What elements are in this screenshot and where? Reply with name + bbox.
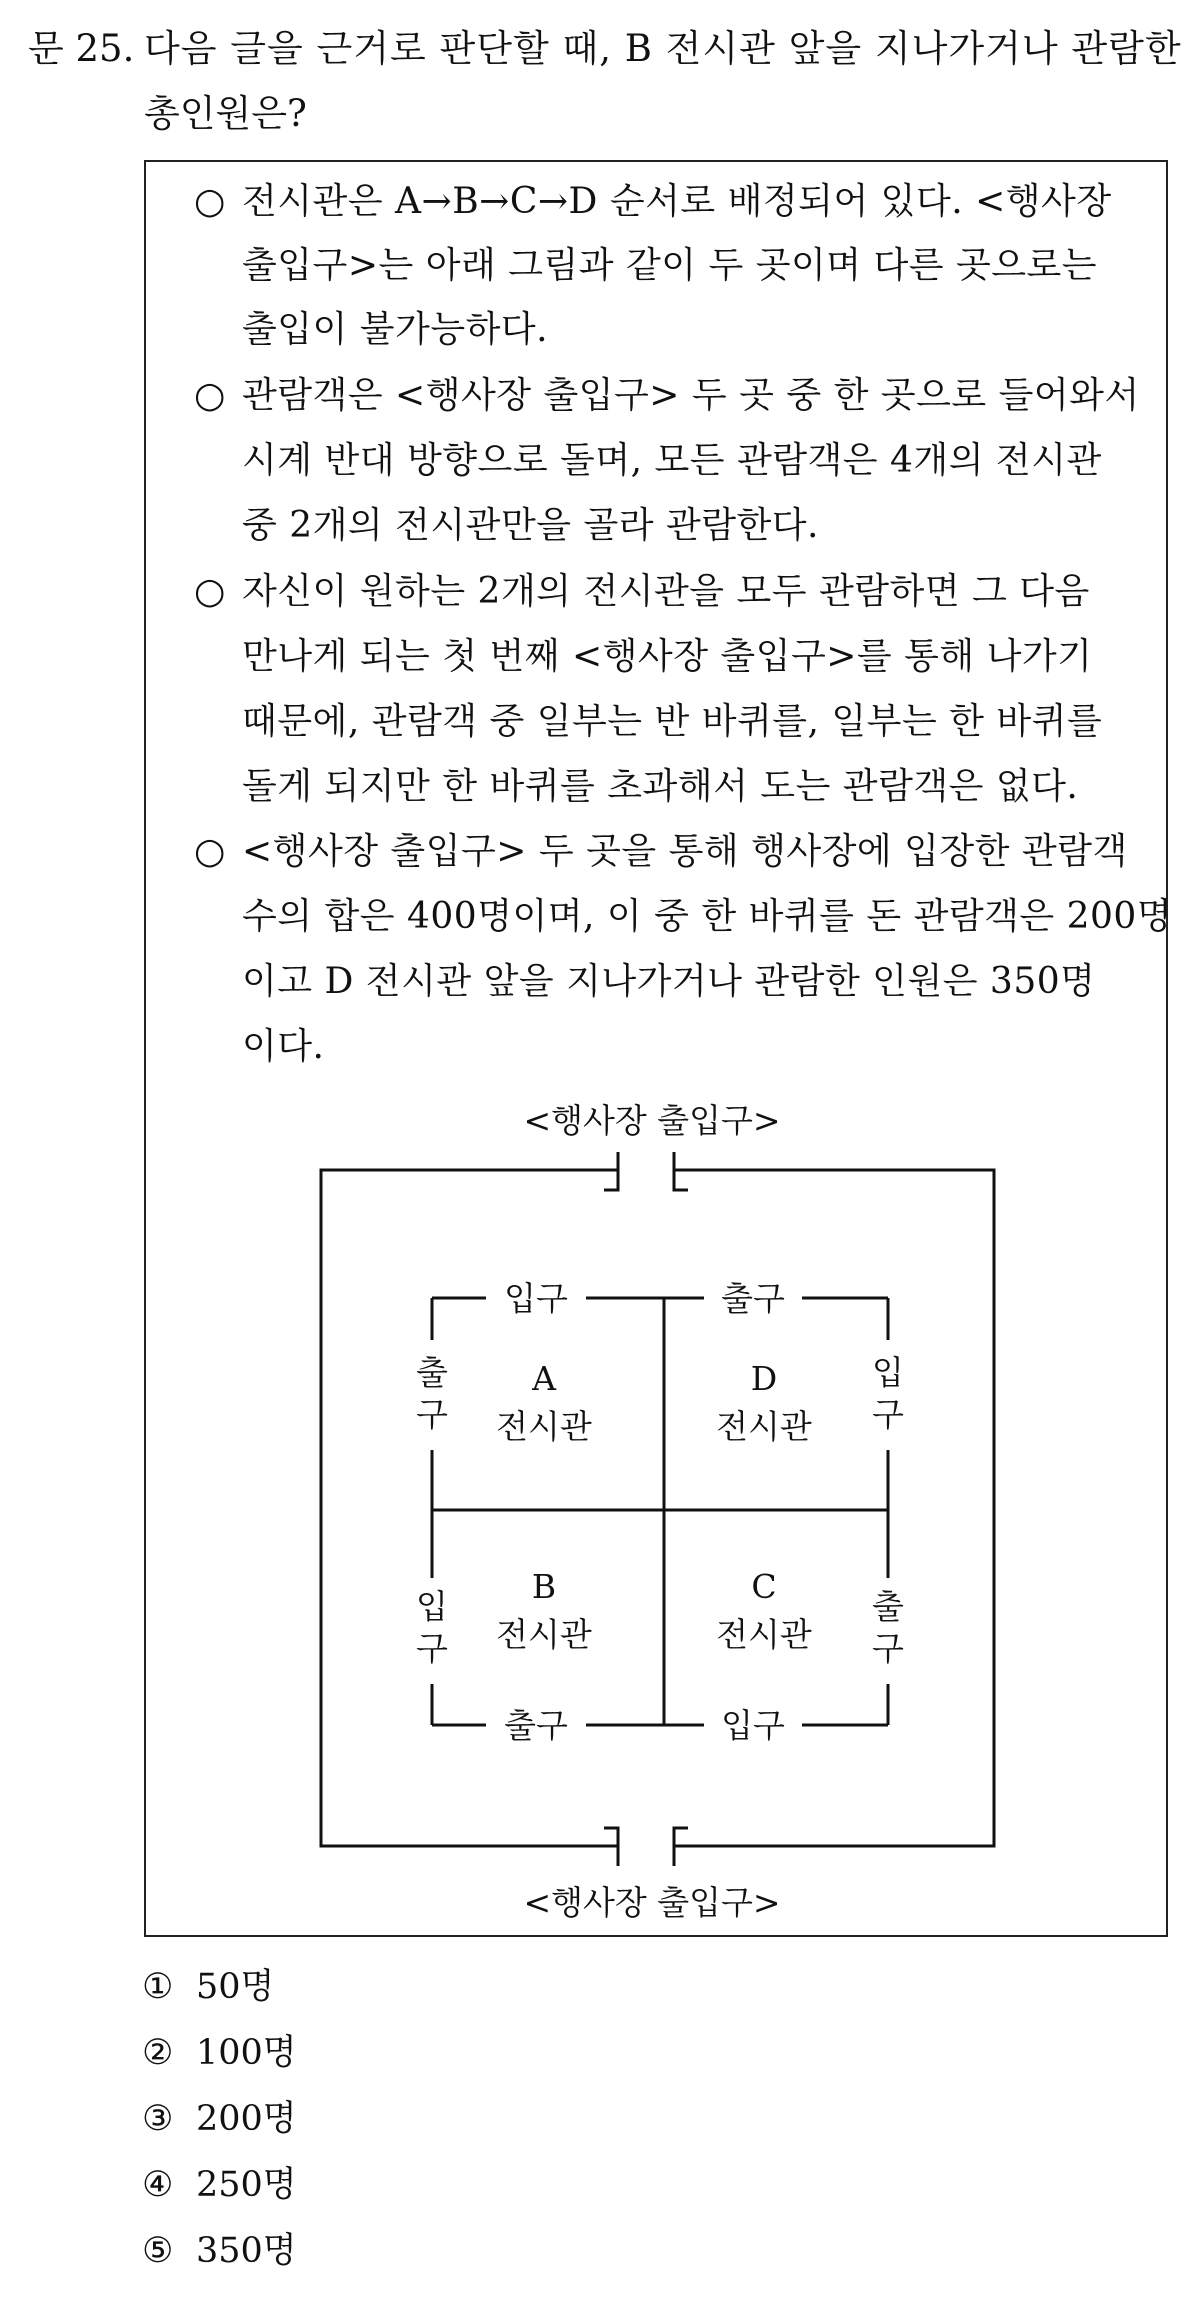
hall-d-letter: D xyxy=(750,1359,778,1398)
choice-text: 250명 xyxy=(196,2165,297,2205)
hall-c-label: 전시관 xyxy=(716,1615,812,1654)
bottom-entrance-label: <행사장 출입구> xyxy=(523,1883,781,1922)
bullet-2-line-2: 시계 반대 방향으로 돌며, 모든 관람객은 4개의 전시관 xyxy=(242,440,1102,481)
bullet-3-line-3: 때문에, 관람객 중 일부는 반 바퀴를, 일부는 한 바퀴를 xyxy=(242,701,1103,742)
bullet-1-line-3: 출입이 불가능하다. xyxy=(242,309,549,350)
bullet-2-line-1: 관람객은 <행사장 출입구> 두 곳 중 한 곳으로 들어와서 xyxy=(242,375,1140,416)
choice-number: ④ xyxy=(142,2165,174,2205)
hall-d-exit-label: 출구 xyxy=(721,1279,785,1318)
hall-d-entrance-label-char-1: 입 xyxy=(872,1353,904,1392)
hall-b-entrance-label-char-2: 구 xyxy=(416,1629,448,1668)
hall-b-entrance-label-char-1: 입 xyxy=(416,1587,448,1626)
answer-choice-5[interactable] xyxy=(142,2231,297,2271)
hall-a-letter: A xyxy=(532,1359,556,1398)
question-number: 문 25. xyxy=(28,27,135,70)
bullet-3-line-4: 돌게 되지만 한 바퀴를 초과해서 도는 관람객은 없다. xyxy=(242,766,1079,807)
bullet-3-line-2: 만나게 되는 첫 번째 <행사장 출입구>를 통해 나가기 xyxy=(242,636,1093,677)
choice-number: ③ xyxy=(142,2099,174,2139)
bullet-mark: ○ xyxy=(194,375,226,416)
bullet-4-line-2: 수의 합은 400명이며, 이 중 한 바퀴를 돈 관람객은 200명 xyxy=(242,896,1173,937)
bullet-mark: ○ xyxy=(194,181,226,222)
hall-b-letter: B xyxy=(531,1567,557,1606)
bullet-mark: ○ xyxy=(194,831,226,872)
hall-d-label: 전시관 xyxy=(716,1407,812,1446)
hall-c-exit-label-char-1: 출 xyxy=(872,1587,904,1626)
choice-number: ② xyxy=(142,2033,174,2073)
hall-c-entrance-label: 입구 xyxy=(721,1706,785,1745)
answer-choice-1[interactable] xyxy=(142,1967,275,2007)
hall-a-exit-label-char-2: 구 xyxy=(416,1395,448,1434)
passage-box xyxy=(144,160,1173,1937)
answer-choice-4[interactable] xyxy=(142,2165,297,2205)
hall-grid xyxy=(432,1298,888,1725)
bullet-4-line-3: 이고 D 전시관 앞을 지나가거나 관람한 인원은 350명 xyxy=(242,961,1096,1002)
question-text-line-2: 총인원은? xyxy=(144,92,307,135)
hall-a-label: 전시관 xyxy=(496,1407,592,1446)
hall-c-letter: C xyxy=(751,1567,777,1606)
choice-text: 50명 xyxy=(196,1967,275,2007)
venue-diagram xyxy=(146,162,1173,1939)
choice-text: 200명 xyxy=(196,2099,297,2139)
hall-b-exit-label: 출구 xyxy=(504,1706,568,1745)
bullet-4-line-1: <행사장 출입구> 두 곳을 통해 행사장에 입장한 관람객 xyxy=(242,831,1128,872)
choice-text: 100명 xyxy=(196,2033,297,2073)
bullet-4-line-4: 이다. xyxy=(242,1026,325,1067)
bullet-2-line-3: 중 2개의 전시관만을 골라 관람한다. xyxy=(242,505,819,546)
bullet-mark: ○ xyxy=(194,571,226,612)
hall-a-entrance-label: 입구 xyxy=(504,1279,568,1318)
hall-b-label: 전시관 xyxy=(496,1615,592,1654)
bullet-1-line-1: 전시관은 A→B→C→D 순서로 배정되어 있다. <행사장 xyxy=(242,181,1112,222)
bullet-1-line-2: 출입구>는 아래 그림과 같이 두 곳이며 다른 곳으로는 xyxy=(242,245,1098,286)
choice-number: ① xyxy=(142,1967,174,2007)
question-text-line-1: 다음 글을 근거로 판단할 때, B 전시관 앞을 지나가거나 관람한 xyxy=(144,27,1182,70)
answer-choice-2[interactable] xyxy=(142,2033,297,2073)
hall-a-exit-label-char-1: 출 xyxy=(416,1353,448,1392)
bullet-3-line-1: 자신이 원하는 2개의 전시관을 모두 관람하면 그 다음 xyxy=(242,571,1090,612)
hall-d-entrance-label-char-2: 구 xyxy=(872,1395,904,1434)
top-entrance-label: <행사장 출입구> xyxy=(523,1101,781,1140)
choice-text: 350명 xyxy=(196,2231,297,2271)
choice-number: ⑤ xyxy=(142,2231,174,2271)
answer-choice-3[interactable] xyxy=(142,2099,297,2139)
hall-c-exit-label-char-2: 구 xyxy=(872,1629,904,1668)
